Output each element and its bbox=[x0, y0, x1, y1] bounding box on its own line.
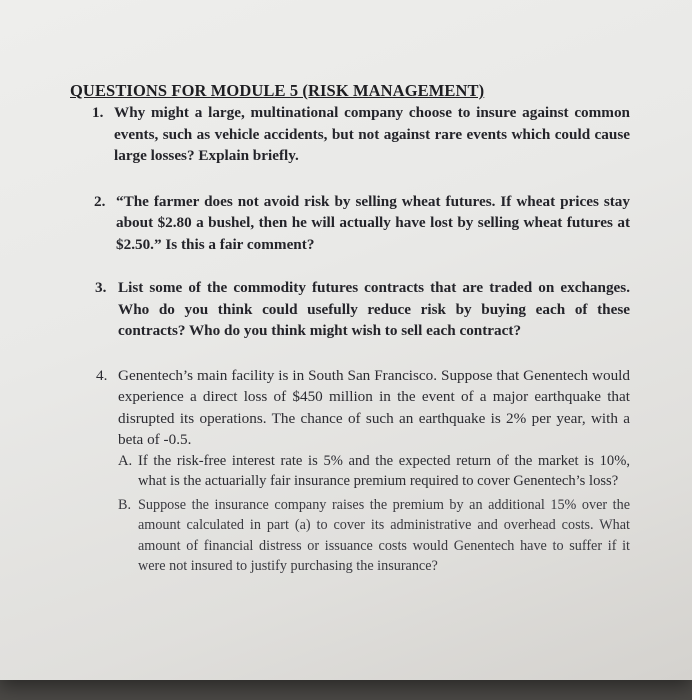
question-1 bbox=[70, 102, 630, 167]
question-3 bbox=[70, 277, 630, 342]
part-letter: A. bbox=[118, 452, 133, 469]
document-title: QUESTIONS FOR MODULE 5 (RISK MANAGEMENT) bbox=[70, 81, 485, 100]
question-text: Genentech’s main facility is in South San Francisco. Suppose that Genentech would experience a direct loss of $450 million in the event of a major earthquake that disrupted its operations. The chance of such an earthquake is 2% per year, with a beta of -0.5. bbox=[118, 366, 630, 448]
document-content bbox=[70, 82, 630, 577]
question-number: 3. bbox=[95, 279, 107, 296]
question-4-part-b bbox=[114, 495, 630, 577]
question-text: “The farmer does not avoid risk by selling wheat futures. If wheat prices stay about $2.80 a bushel, then he will actually have lost by selling wheat futures at $2.50.” Is this a fair comment? bbox=[116, 192, 630, 253]
part-text: Suppose the insurance company raises the premium by an additional 15% over the amount calculated in part (a) to cover its administrative and overhead costs. What amount of financial distress or issuance costs would Genentech have to suffer if it were not insured to justify purchasing the insurance? bbox=[138, 496, 630, 574]
question-number: 2. bbox=[94, 192, 106, 210]
question-text: Why might a large, multinational company choose to insure against common events, such as vehicle accidents, but not against rare events which could cause large losses? Explain briefly. bbox=[114, 104, 630, 164]
question-4-part-a bbox=[114, 451, 630, 491]
part-letter: B. bbox=[118, 496, 132, 513]
question-2 bbox=[70, 191, 630, 256]
question-number: 1. bbox=[92, 104, 104, 121]
question-number: 4. bbox=[96, 366, 108, 384]
part-text: If the risk-free interest rate is 5% and the expected return of the market is 10%, what is the actuarially fair insurance premium required to cover Genentech’s loss? bbox=[138, 452, 630, 489]
question-text: List some of the commodity futures contracts that are traded on exchanges. Who do you think could usefully reduce risk by buying each of these contracts? Who do you think might wish to sell each contract? bbox=[118, 279, 630, 339]
question-4 bbox=[70, 365, 630, 577]
